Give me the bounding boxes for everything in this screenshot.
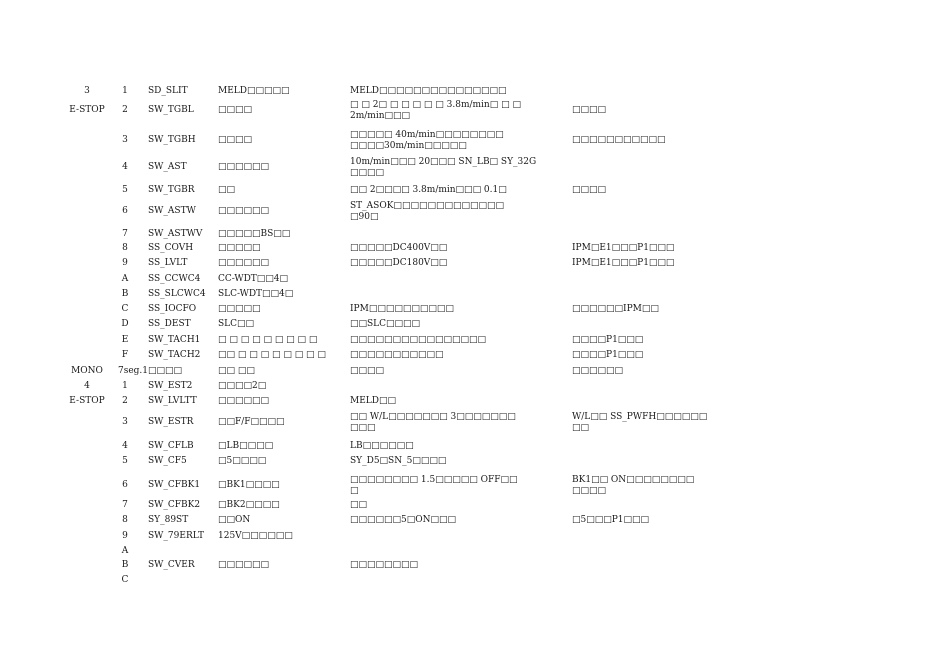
- description-cell: □□: [350, 500, 368, 510]
- number-cell: 8: [122, 515, 128, 525]
- description-cell: □□□□□□5□ON□□□: [350, 515, 457, 525]
- description-cell: □□□□: [350, 366, 385, 376]
- function-cell: □□□□□□: [218, 206, 270, 216]
- function-cell: □□□□□BS□□: [218, 229, 291, 239]
- signal-name-cell: SS_SLCWC4: [148, 289, 206, 299]
- function-cell: MELD□□□□□: [218, 86, 290, 96]
- description-cell: □□□□□DC180V□□: [350, 258, 448, 268]
- number-cell: B: [121, 560, 129, 570]
- group-cell: 4: [84, 381, 90, 391]
- remark-cell: IPM□E1□□□P1□□□: [572, 243, 675, 253]
- number-cell: D: [121, 319, 129, 329]
- group-cell: MONO: [71, 366, 103, 376]
- number-cell: F: [121, 350, 129, 360]
- function-cell: □BK2□□□□: [218, 500, 280, 510]
- function-cell: □LB□□□□: [218, 441, 274, 451]
- signal-name-cell: SW_LVLTT: [148, 396, 197, 406]
- signal-name-cell: SY_89ST: [148, 515, 189, 525]
- group-cell: E-STOP: [69, 105, 105, 115]
- signal-name-cell: SS_IOCFO: [148, 304, 197, 314]
- number-cell: 7seg.1: [118, 366, 149, 376]
- signal-name-cell: SS_COVH: [148, 243, 194, 253]
- signal-name-cell: SW_CF5: [148, 456, 187, 466]
- function-cell: 125V□□□□□□: [218, 531, 293, 541]
- description-cell: □□ W/L□□□□□□□ 3□□□□□□□ □□□: [350, 412, 516, 433]
- signal-name-cell: SD_SLIT: [148, 86, 188, 96]
- remark-cell: W/L□□ SS_PWFH□□□□□□ □□: [572, 412, 708, 433]
- signal-name-cell: SW_AST: [148, 162, 187, 172]
- number-cell: 6: [122, 480, 128, 490]
- remark-cell: IPM□E1□□□P1□□□: [572, 258, 675, 268]
- signal-name-cell: SW_TACH2: [148, 350, 201, 360]
- number-cell: 9: [122, 258, 128, 268]
- remark-cell: □□□□: [572, 185, 607, 195]
- function-cell: □□□□□: [218, 304, 261, 314]
- function-cell: □□: [218, 185, 236, 195]
- description-cell: ST_ASOK□□□□□□□□□□□□□ □90□: [350, 201, 504, 222]
- signal-name-cell: SW_TGBR: [148, 185, 195, 195]
- remark-cell: □□□□P1□□□: [572, 335, 644, 345]
- signal-name-cell: SS_LVLT: [148, 258, 188, 268]
- number-cell: 2: [122, 396, 128, 406]
- number-cell: 7: [122, 500, 128, 510]
- function-cell: SLC□□: [218, 319, 255, 329]
- signal-name-cell: SW_TACH1: [148, 335, 201, 345]
- description-cell: □□□□□ 40m/min□□□□□□□□ □□□□30m/min□□□□□: [350, 130, 504, 151]
- signal-name-cell: SW_TGBH: [148, 135, 196, 145]
- number-cell: 7: [122, 229, 128, 239]
- number-cell: C: [121, 575, 129, 585]
- description-cell: □□□□□□□□: [350, 560, 419, 570]
- function-cell: □□□□□□: [218, 396, 270, 406]
- signal-name-cell: SW_CFLB: [148, 441, 194, 451]
- function-cell: □□ON: [218, 515, 251, 525]
- remark-cell: □5□□□P1□□□: [572, 515, 650, 525]
- description-cell: IPM□□□□□□□□□□: [350, 304, 454, 314]
- description-cell: □□□□□□□□□□□□□□□□: [350, 335, 487, 345]
- description-cell: □□□□□□□□ 1.5□□□□□ OFF□□ □: [350, 475, 518, 496]
- number-cell: 4: [122, 162, 128, 172]
- signal-name-cell: SW_ASTW: [148, 206, 196, 216]
- signal-name-cell: □□□□: [148, 366, 183, 376]
- number-cell: 5: [122, 456, 128, 466]
- remark-cell: BK1□□ ON□□□□□□□□ □□□□: [572, 475, 695, 496]
- function-cell: □□F/F□□□□: [218, 417, 285, 427]
- number-cell: 2: [122, 105, 128, 115]
- signal-name-cell: SW_CFBK2: [148, 500, 201, 510]
- number-cell: E: [121, 335, 129, 345]
- number-cell: 4: [122, 441, 128, 451]
- signal-name-cell: SS_DEST: [148, 319, 191, 329]
- signal-name-cell: SW_TGBL: [148, 105, 194, 115]
- description-cell: □□ 2□□□□ 3.8m/min□□□ 0.1□: [350, 185, 507, 195]
- group-cell: E-STOP: [69, 396, 105, 406]
- description-cell: LB□□□□□□: [350, 441, 414, 451]
- function-cell: □□□□2□: [218, 381, 267, 391]
- remark-cell: □□□□: [572, 105, 607, 115]
- remark-cell: □□□□□□IPM□□: [572, 304, 659, 314]
- remark-cell: □□□□P1□□□: [572, 350, 644, 360]
- function-cell: □□□□□□: [218, 258, 270, 268]
- description-cell: 10m/min□□□ 20□□□ SN_LB□ SY_32G □□□□: [350, 157, 537, 178]
- number-cell: A: [121, 274, 129, 284]
- function-cell: □□□□□: [218, 243, 261, 253]
- description-cell: SY_D5□SN_5□□□□: [350, 456, 447, 466]
- description-cell: □□□□□□□□□□□: [350, 350, 444, 360]
- number-cell: 5: [122, 185, 128, 195]
- function-cell: SLC-WDT□□4□: [218, 289, 294, 299]
- number-cell: 6: [122, 206, 128, 216]
- number-cell: C: [121, 304, 129, 314]
- description-cell: MELD□□□□□□□□□□□□□□□: [350, 86, 507, 96]
- function-cell: CC-WDT□□4□: [218, 274, 289, 284]
- signal-name-cell: SW_79ERLT: [148, 531, 204, 541]
- number-cell: 1: [122, 381, 128, 391]
- function-cell: □□□□: [218, 105, 253, 115]
- signal-name-cell: SW_ASTWV: [148, 229, 203, 239]
- signal-name-cell: SW_ESTR: [148, 417, 194, 427]
- signal-name-cell: SW_EST2: [148, 381, 193, 391]
- number-cell: B: [121, 289, 129, 299]
- signal-name-cell: SS_CCWC4: [148, 274, 201, 284]
- number-cell: A: [121, 546, 129, 556]
- function-cell: □ □ □ □ □ □ □ □ □: [218, 335, 318, 345]
- remark-cell: □□□□□□□□□□□: [572, 135, 666, 145]
- function-cell: □□ □ □ □ □ □ □ □ □: [218, 350, 326, 360]
- description-cell: MELD□□: [350, 396, 396, 406]
- function-cell: □□□□: [218, 135, 253, 145]
- function-cell: □□□□□□: [218, 162, 270, 172]
- group-cell: 3: [84, 86, 90, 96]
- number-cell: 8: [122, 243, 128, 253]
- description-cell: □□SLC□□□□: [350, 319, 421, 329]
- function-cell: □□□□□□: [218, 560, 270, 570]
- number-cell: 1: [122, 86, 128, 96]
- number-cell: 3: [122, 135, 128, 145]
- function-cell: □BK1□□□□: [218, 480, 280, 490]
- signal-name-cell: SW_CVER: [148, 560, 195, 570]
- function-cell: □5□□□□: [218, 456, 267, 466]
- signal-name-cell: SW_CFBK1: [148, 480, 201, 490]
- function-cell: □□ □□: [218, 366, 255, 376]
- number-cell: 3: [122, 417, 128, 427]
- number-cell: 9: [122, 531, 128, 541]
- remark-cell: □□□□□□: [572, 366, 624, 376]
- description-cell: □ □ 2□ □ □ □ □ □ 3.8m/min□ □ □ 2m/min□□□: [350, 100, 521, 121]
- description-cell: □□□□□DC400V□□: [350, 243, 448, 253]
